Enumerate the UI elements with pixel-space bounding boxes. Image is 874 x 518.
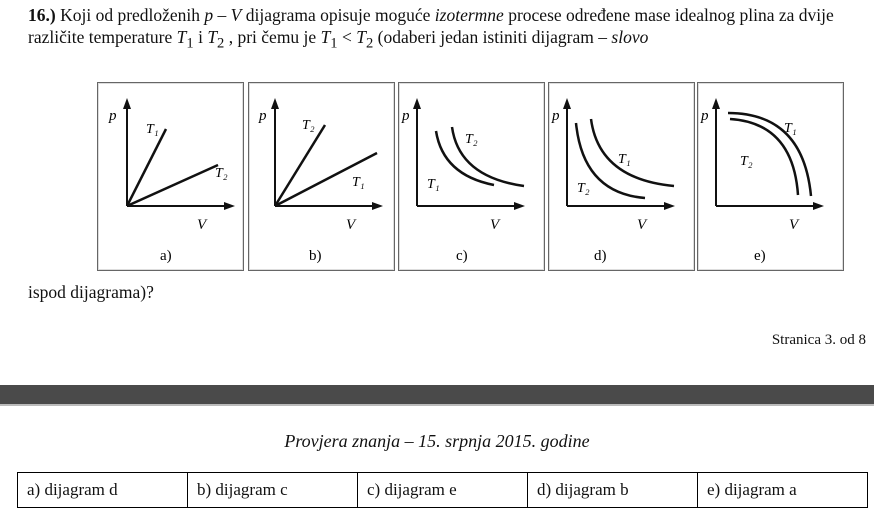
answer-row (18, 473, 868, 508)
var-t1-sub: 1 (186, 35, 194, 52)
axis-p-label: p (109, 108, 117, 124)
axis-v-label: V (637, 217, 647, 233)
question-part: < (337, 27, 357, 47)
question-part: procese određene mase idealnog plina za dvije različite temperature (28, 5, 834, 47)
question-number: 16.) (28, 5, 56, 25)
diagram-b (248, 82, 395, 271)
curve-label-t1: T₁ (618, 152, 631, 167)
var-t2: T (207, 27, 218, 47)
var-p: p (204, 5, 214, 25)
answer-option-c[interactable]: c) dijagram e (358, 473, 528, 508)
diagram-letter: b) (309, 248, 322, 264)
answer-option-d[interactable]: d) dijagram b (528, 473, 698, 508)
question-part: – (213, 5, 231, 25)
curve-label-t1: T₁ (146, 122, 159, 137)
var-t1: T (176, 27, 187, 47)
curve-label-t1: T₁ (784, 121, 797, 136)
axis-v-label: V (789, 217, 799, 233)
italic-izotermne: izotermne (434, 5, 504, 25)
var-t2-sub: 2 (365, 35, 374, 52)
var-t2: T (356, 27, 366, 47)
curve-label-t1: T₁ (352, 175, 365, 190)
var-t2-sub: 2 (217, 35, 225, 52)
diagram-letter: d) (594, 248, 607, 264)
var-t1: T (320, 27, 331, 47)
axis-p-label: p (552, 108, 560, 124)
axis-v-label: V (197, 217, 207, 233)
curve-label-t2: T₂ (465, 132, 478, 147)
curve-label-t2: T₂ (740, 154, 753, 169)
question-text (28, 4, 868, 55)
axis-p-label: p (259, 108, 267, 124)
diagram-a (97, 82, 244, 271)
diagram-letter: a) (160, 248, 172, 264)
question-part: i (193, 27, 208, 47)
question-part: (odaberi jedan istiniti dijagram – (373, 27, 612, 47)
axis-v-label: V (346, 217, 356, 233)
axis-p-label: p (701, 108, 709, 124)
question-part: Koji od predloženih (60, 5, 205, 25)
diagram-letter: e) (754, 248, 766, 264)
var-v: V (230, 5, 242, 25)
axis-v-label: V (490, 217, 500, 233)
var-t1-sub: 1 (330, 35, 338, 52)
question-part: , pri čemu je (224, 27, 321, 47)
question-part: dijagrama opisuje moguće (241, 5, 435, 25)
curve-label-t2: T₂ (302, 118, 315, 133)
axis-p-label: p (402, 108, 410, 124)
answer-table (17, 472, 868, 508)
diagram-e (697, 82, 844, 271)
page-separator (0, 385, 874, 405)
diagram-letter: c) (456, 248, 468, 264)
answer-option-b[interactable]: b) dijagram c (188, 473, 358, 508)
italic-slovo: slovo (611, 27, 649, 47)
diagram-c (398, 82, 545, 271)
page-footer: Provjera znanja – 15. srpnja 2015. godine (284, 431, 590, 451)
curve-label-t2: T₂ (577, 181, 590, 196)
answer-option-a[interactable]: a) dijagram d (18, 473, 188, 508)
page-number: Stranica 3. od 8 (771, 332, 866, 348)
diagram-d (548, 82, 695, 271)
curve-label-t1: T₁ (427, 177, 440, 192)
curve-label-t2: T₂ (215, 166, 228, 181)
question-continuation: ispod dijagrama)? (28, 282, 154, 302)
page-separator-shadow (0, 404, 874, 406)
answer-option-e[interactable]: e) dijagram a (698, 473, 868, 508)
